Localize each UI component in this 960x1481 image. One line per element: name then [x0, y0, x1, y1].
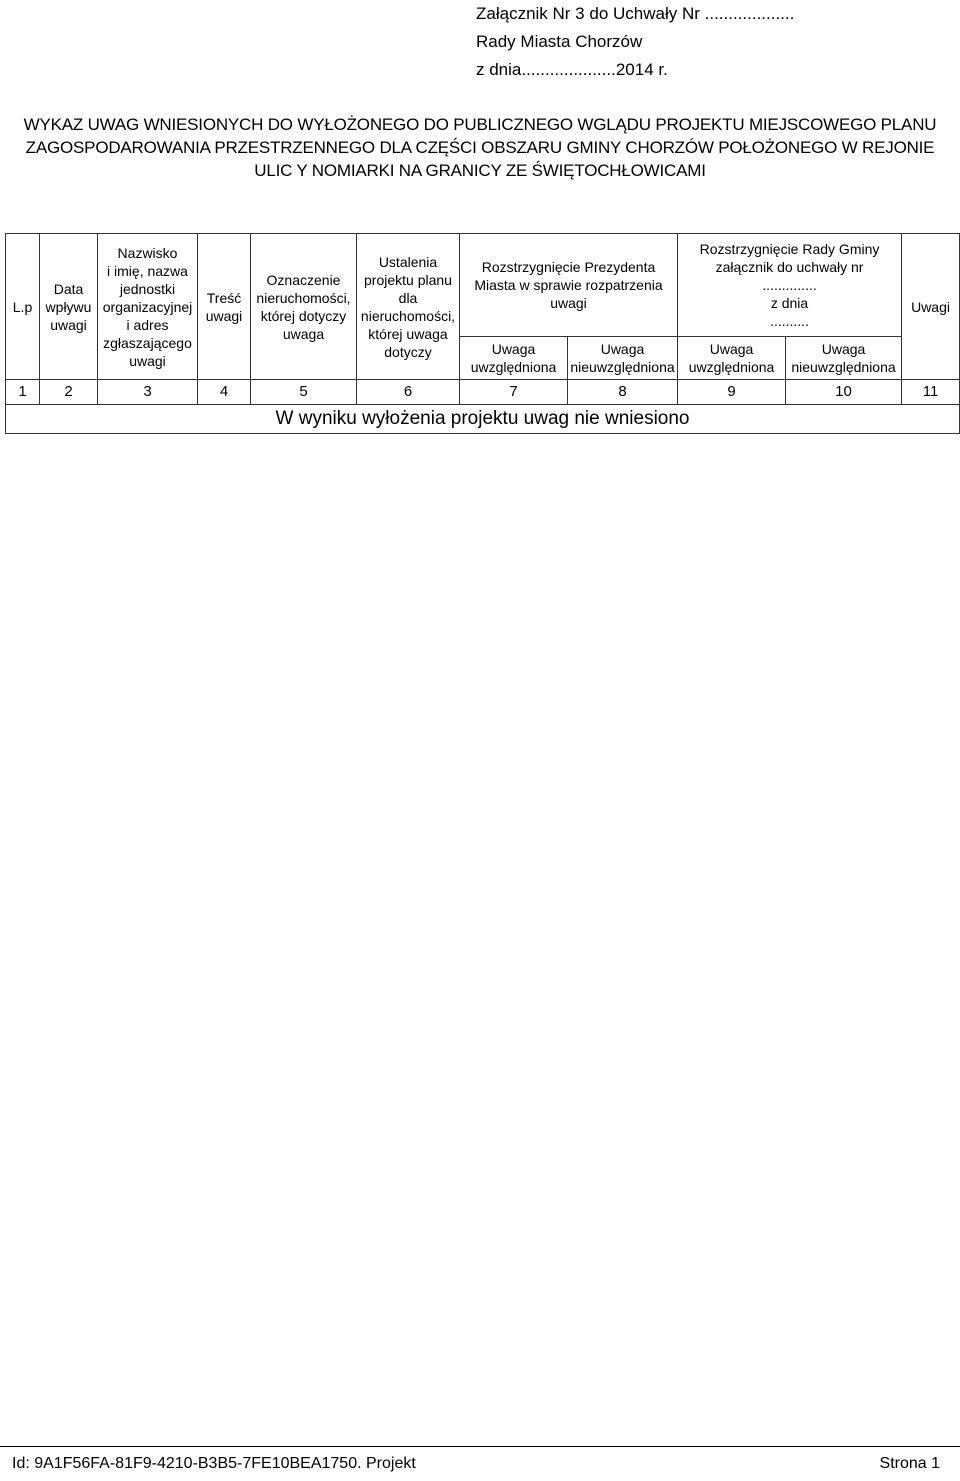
header-remarks: Uwagi: [902, 234, 960, 380]
page-footer: [0, 1446, 960, 1481]
header-plan-settings: Ustalenia projektu planu dla nieruchomości, której uwaga dotyczy: [357, 234, 460, 380]
council-accepted: Uwaga uwzględniona: [678, 337, 786, 380]
column-number: 10: [786, 380, 902, 405]
header-name: Nazwisko i imię, nazwa jednostki organizacyjnej i adres zgłaszającego uwagi: [98, 234, 198, 380]
document-title: WYKAZ UWAG WNIESIONYCH DO WYŁOŻONEGO DO PUBLICZNEGO WGLĄDU PROJEKTU MIEJSCOWEGO PLANU ZAGOSPODAROWANIA PRZESTRZENNEGO DLA CZĘŚCI OBSZARU GMINY CHORZÓW POŁOŻONEGO W REJONIE ULIC Y NOMIARKI NA GRANICY ZE ŚWIĘTOCHŁOWICAMI: [23, 115, 937, 180]
header-content: Treść uwagi: [198, 234, 251, 380]
column-number: 2: [40, 380, 98, 405]
header-lp: L.p: [6, 234, 40, 380]
column-number: 3: [98, 380, 198, 405]
header-date: Data wpływu uwagi: [40, 234, 98, 380]
column-number: 4: [198, 380, 251, 405]
council-line: Rady Miasta Chorzów: [476, 32, 643, 51]
attachment-line: Załącznik Nr 3 do Uchwały Nr ...................: [476, 4, 795, 23]
page-number: Strona 1: [879, 1455, 940, 1472]
column-number: 8: [568, 380, 678, 405]
header-council-decision: Rozstrzygnięcie Rady Gminy załącznik do uchwały nr .............. z dnia ..........: [678, 234, 902, 337]
no-comments-message: W wyniku wyłożenia projektu uwag nie wniesiono: [6, 405, 960, 434]
column-number: 6: [357, 380, 460, 405]
president-accepted: Uwaga uwzględniona: [460, 337, 568, 380]
comments-table: [5, 233, 960, 434]
header-president-decision: Rozstrzygnięcie Prezydenta Miasta w sprawie rozpatrzenia uwagi: [460, 234, 678, 337]
council-rejected: Uwaga nieuwzględniona: [786, 337, 902, 380]
column-number: 9: [678, 380, 786, 405]
column-number: 7: [460, 380, 568, 405]
column-number: 11: [902, 380, 960, 405]
president-rejected: Uwaga nieuwzględniona: [568, 337, 678, 380]
column-number: 1: [6, 380, 40, 405]
document-id: Id: 9A1F56FA-81F9-4210-B3B5-7FE10BEA1750. Projekt: [12, 1455, 416, 1472]
attachment-header: [476, 0, 794, 84]
date-line: z dnia....................2014 r.: [476, 60, 668, 79]
header-property: Oznaczenie nieruchomości, której dotyczy uwaga: [251, 234, 357, 380]
column-number: 5: [251, 380, 357, 405]
